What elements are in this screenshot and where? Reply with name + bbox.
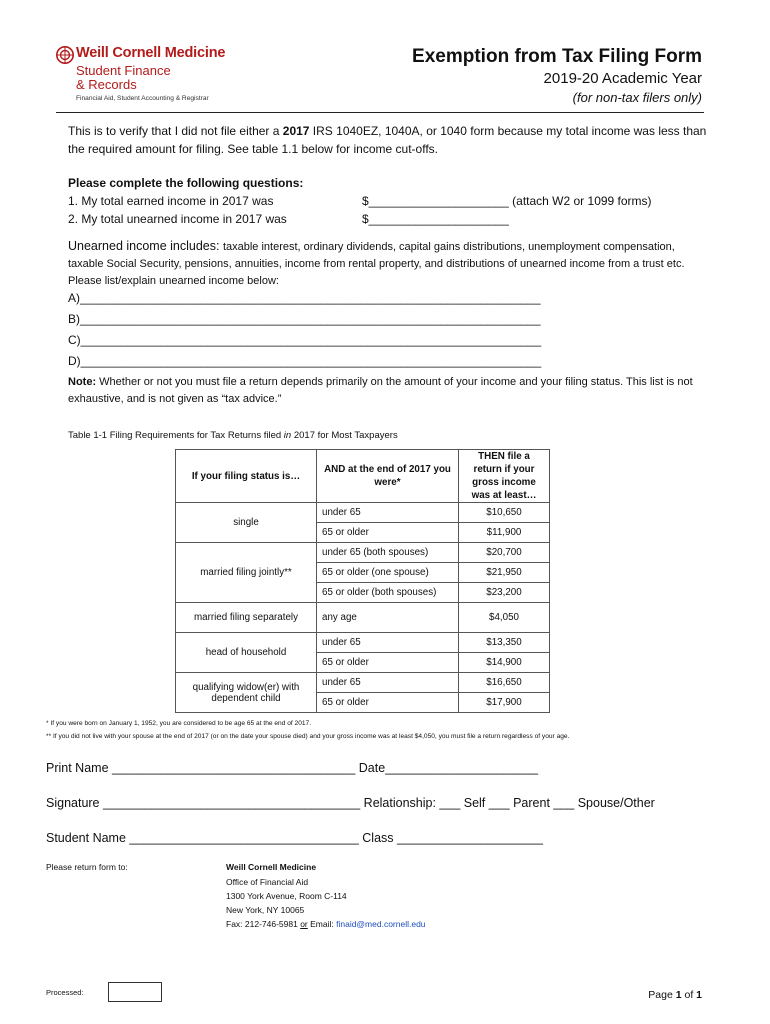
status-cell: qualifying widow(er) with dependent child [176,673,317,713]
header-divider [56,112,704,113]
amount-cell: $11,900 [459,523,550,543]
question-earned-income: 1. My total earned income in 2017 was [68,194,274,208]
question-unearned-income: 2. My total unearned income in 2017 was [68,212,287,226]
footnote-age: * If you were born on January 1, 1952, you are considered to be age 65 at the end of 2017. [46,720,312,727]
unearned-income-field[interactable]: $_____________________ [362,212,509,226]
table-row [176,603,550,633]
fax-number: Fax: 212-746-5981 [226,919,301,929]
unearned-income-description: Unearned income includes: taxable interest, ordinary dividends, capital gains distributions, unemployment compensation, taxable Social Security, pensions, annuities, income from rental property, and distributions of unearned income from a trust etc. Please list/explain unearned income below: [68,239,685,287]
return-contact: Fax: 212-746-5981 or Email: finaid@med.cornell.edu [226,919,426,929]
age-cell: 65 or older (both spouses) [317,583,459,603]
earned-income-field[interactable]: $_____________________ (attach W2 or 1099 forms) [362,194,652,208]
header-filing-status: If your filing status is… [176,450,317,503]
return-street: 1300 York Avenue, Room C-114 [226,891,347,901]
questions-heading: Please complete the following questions: [68,176,304,190]
footnote-spouse: ** If you did not live with your spouse at the end of 2017 (or on the date your spouse died) and your gross income was at least $4,050, you must file a return regardless of your age. [46,733,570,740]
age-cell: under 65 [317,673,459,693]
return-office: Office of Financial Aid [226,877,309,887]
header-gross-income: THEN file a return if your gross income was at least… [459,450,550,503]
unearned-line-d[interactable]: D)_____________________________________________________________________ [68,354,542,368]
amount-cell: $13,350 [459,633,550,653]
form-title: Exemption from Tax Filing Form [412,46,702,67]
logo-subtitle: Financial Aid, Student Accounting & Registrar [76,95,209,102]
age-cell: 65 or older [317,523,459,543]
page-number: Page 1 of 1 [648,989,702,1001]
age-cell: under 65 [317,503,459,523]
amount-cell: $16,650 [459,673,550,693]
status-cell: married filing separately [176,603,317,633]
status-cell: head of household [176,633,317,673]
header-age: AND at the end of 2017 you were* [317,450,459,503]
age-cell: any age [317,603,459,633]
filing-requirements-table [175,449,550,713]
amount-cell: $10,650 [459,503,550,523]
wcm-seal-icon [56,46,74,64]
return-city: New York, NY 10065 [226,905,305,915]
processed-label: Processed: [46,988,84,997]
status-cell: single [176,503,317,543]
table-title: Table 1-1 Filing Requirements for Tax Returns filed in 2017 for Most Taxpayers [68,430,398,441]
form-note: (for non-tax filers only) [572,90,702,105]
return-org: Weill Cornell Medicine [226,862,317,872]
logo-unit-line2: & Records [76,77,137,92]
status-cell: married filing jointly** [176,543,317,603]
amount-cell: $17,900 [459,693,550,713]
processed-box[interactable] [108,982,162,1002]
age-cell: 65 or older [317,693,459,713]
print-name-date-field[interactable]: Print Name ___________________________________ Date______________________ [46,761,539,775]
amount-cell: $4,050 [459,603,550,633]
table-header-row [176,450,550,503]
unearned-line-a[interactable]: A)_____________________________________________________________________ [68,291,541,305]
note-paragraph: Note: Whether or not you must file a return depends primarily on the amount of your income and your filing status. This list is not exhaustive, and is not given as “tax advice.” [68,376,693,405]
amount-cell: $21,950 [459,563,550,583]
age-cell: 65 or older [317,653,459,673]
amount-cell: $14,900 [459,653,550,673]
amount-cell: $20,700 [459,543,550,563]
amount-cell: $23,200 [459,583,550,603]
table-row [176,503,550,523]
logo-unit-line1: Student Finance [76,63,171,78]
email-link[interactable]: finaid@med.cornell.edu [336,919,426,929]
academic-year: 2019-20 Academic Year [543,70,702,87]
student-name-class-field[interactable]: Student Name _________________________________ Class _____________________ [46,831,543,845]
intro-paragraph: This is to verify that I did not file either a 2017 IRS 1040EZ, 1040A, or 1040 form because my total income was less than the required amount for filing. See table 1.1 below for income cut-offs. [68,124,707,156]
logo-name: Weill Cornell Medicine [76,45,226,61]
return-label: Please return form to: [46,862,128,872]
table-row [176,673,550,693]
age-cell: under 65 [317,633,459,653]
age-cell: 65 or older (one spouse) [317,563,459,583]
unearned-line-c[interactable]: C)_____________________________________________________________________ [68,333,542,347]
signature-relationship-field[interactable]: Signature _____________________________________ Relationship: ___ Self ___ Parent ___ Spouse/Other [46,796,655,810]
intro-year: 2017 [282,124,310,138]
unearned-line-b[interactable]: B)_____________________________________________________________________ [68,312,541,326]
table-row [176,543,550,563]
age-cell: under 65 (both spouses) [317,543,459,563]
table-row [176,633,550,653]
